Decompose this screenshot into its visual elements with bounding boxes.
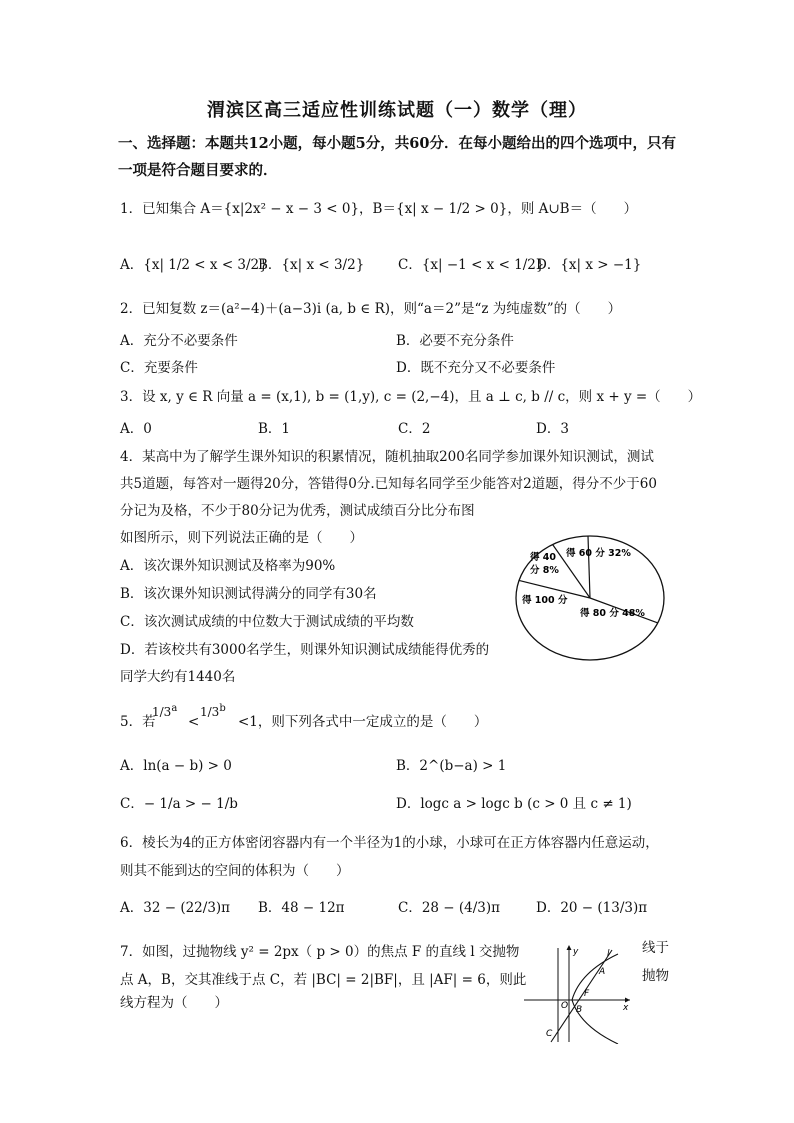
q7-right-fragment-1: 线于 (642, 940, 669, 956)
q5-option-b: B．2^(b−a) > 1 (396, 758, 507, 774)
q5-fraction-a: 1/3 (152, 705, 172, 719)
q5-stem-suffix: <1，则下列各式中一定成立的是（ ） (238, 714, 488, 730)
q4-option-b: B．该次课外知识测试得满分的同学有30名 (120, 586, 377, 602)
section-line-1: 一、选择题：本题共12小题，每小题5分，共60分．在每小题给出的四个选项中，只有 (118, 135, 676, 152)
pie-label-80: 得 80 分 48% (580, 608, 645, 619)
q1-option-d: D．{x| x > −1} (536, 257, 642, 273)
q6-option-d: D．20 − (13/3)π (536, 900, 648, 916)
q5-exponent-b: b (219, 703, 226, 714)
q3-option-d: D．3 (536, 421, 569, 437)
q4-line-3: 分记为及格，不少于80分记为优秀，测试成绩百分比分布图 (120, 503, 475, 519)
label-F: F (584, 989, 590, 999)
q1-option-b: B．{x| x < 3/2} (258, 257, 365, 273)
q1-option-a: A．{x| 1/2 < x < 3/2} (120, 257, 268, 273)
x-axis-arrow-icon (625, 998, 630, 1003)
q5-option-a: A．ln(a − b) > 0 (120, 758, 232, 774)
q3-option-b: B．1 (258, 421, 291, 437)
q7-line-1: 7．如图，过抛物线 y² = 2px（ p > 0）的焦点 F 的直线 l 交抛物 (120, 944, 520, 960)
q2-option-b: B．必要不充分条件 (396, 333, 514, 349)
q4-line-1: 4．某高中为了解学生课外知识的积累情况，随机抽取200名同学参加课外知识测试，测试 (120, 449, 654, 465)
q3-option-a: A．0 (120, 421, 152, 437)
page-title: 渭滨区高三适应性训练试题（一）数学（理） (207, 100, 587, 121)
q1-option-c: C．{x| −1 < x < 1/2} (398, 257, 545, 273)
q6-line-2: 则其不能到达的空间的体积为（ ） (120, 863, 350, 879)
q4-line-2: 共5道题，每答对一题得20分，答错得0分.已知每名同学至少能答对2道题，得分不少于60 (120, 476, 657, 492)
q4-option-d-line-1: D．若该校共有3000名学生，则课外知识测试成绩能得优秀的 (120, 642, 490, 658)
pie-label-40-pct: 分 8% (530, 565, 559, 576)
q7-line-3: 线方程为（ ） (120, 995, 228, 1011)
q4-line-4: 如图所示，则下列说法正确的是（ ） (120, 530, 363, 546)
q5-less-than: < (188, 714, 200, 730)
parabola-figure (522, 942, 632, 1044)
label-B: B (576, 1005, 583, 1015)
q5-fraction-b: 1/3 (200, 705, 220, 719)
q2-option-c: C．充要条件 (120, 360, 198, 376)
label-l: l (607, 949, 610, 959)
label-x: x (623, 1003, 629, 1013)
q5-paren-a (152, 702, 177, 719)
q5-exponent-a: a (171, 703, 178, 714)
q7-line-2: 点 A，B，交其准线于点 C，若 |BC| = 2|BF|，且 |AF| = 6，则此 (120, 972, 527, 988)
q6-option-b: B．48 − 12π (258, 900, 345, 916)
label-O: O (561, 1001, 569, 1011)
q5-paren-b (200, 702, 226, 719)
q5-option-c: C．− 1/a > − 1/b (120, 796, 238, 812)
q7-right-fragment-2: 抛物 (642, 968, 669, 984)
line-l (551, 950, 612, 1042)
label-y: y (573, 947, 579, 957)
q6-line-1: 6．棱长为4的正方体密闭容器内有一个半径为1的小球，小球可在正方体容器内任意运动， (120, 835, 659, 851)
pie-label-40: 得 40 (530, 552, 557, 563)
q3-stem: 3．设 x, y ∈ R 向量 a = (x,1), b = (1,y), c = (2,−4)，且 a ⊥ c, b // c，则 x + y =（ ） (120, 389, 702, 405)
section-line-2: 一项是符合题目要求的． (118, 162, 278, 179)
q4-option-a: A．该次课外知识测试及格率为90% (120, 558, 336, 574)
pie-label-60: 得 60 分 32% (566, 548, 631, 559)
q1-stem: 1．已知集合 A＝{x|2x² − x − 3 < 0}，B＝{x| x − 1/2 > 0}，则 A∪B＝（ ） (120, 201, 638, 217)
score-pie-chart (510, 528, 670, 668)
q5-stem-prefix: 5．若 (120, 714, 156, 730)
q4-option-c: C．该次测试成绩的中位数大于测试成绩的平均数 (120, 614, 414, 630)
q4-option-d-line-2: 同学大约有1440名 (120, 669, 236, 685)
y-axis-arrow-icon (567, 945, 572, 950)
label-C: C (546, 1029, 553, 1039)
label-A: A (599, 967, 606, 977)
pie-label-100: 得 100 分 (522, 595, 568, 606)
q6-option-a: A．32 − (22/3)π (120, 900, 231, 916)
q5-option-d: D．logc a > logc b (c > 0 且 c ≠ 1) (396, 796, 632, 812)
q2-option-d: D．既不充分又不必要条件 (396, 360, 556, 376)
q2-option-a: A．充分不必要条件 (120, 333, 238, 349)
q6-option-c: C．28 − (4/3)π (398, 900, 501, 916)
section-heading (118, 130, 690, 184)
q2-stem: 2．已知复数 z＝(a²−4)＋(a−3)i (a, b ∈ R)，则“a＝2”是“z 为纯虚数”的（ ） (120, 301, 622, 317)
q3-option-c: C．2 (398, 421, 431, 437)
